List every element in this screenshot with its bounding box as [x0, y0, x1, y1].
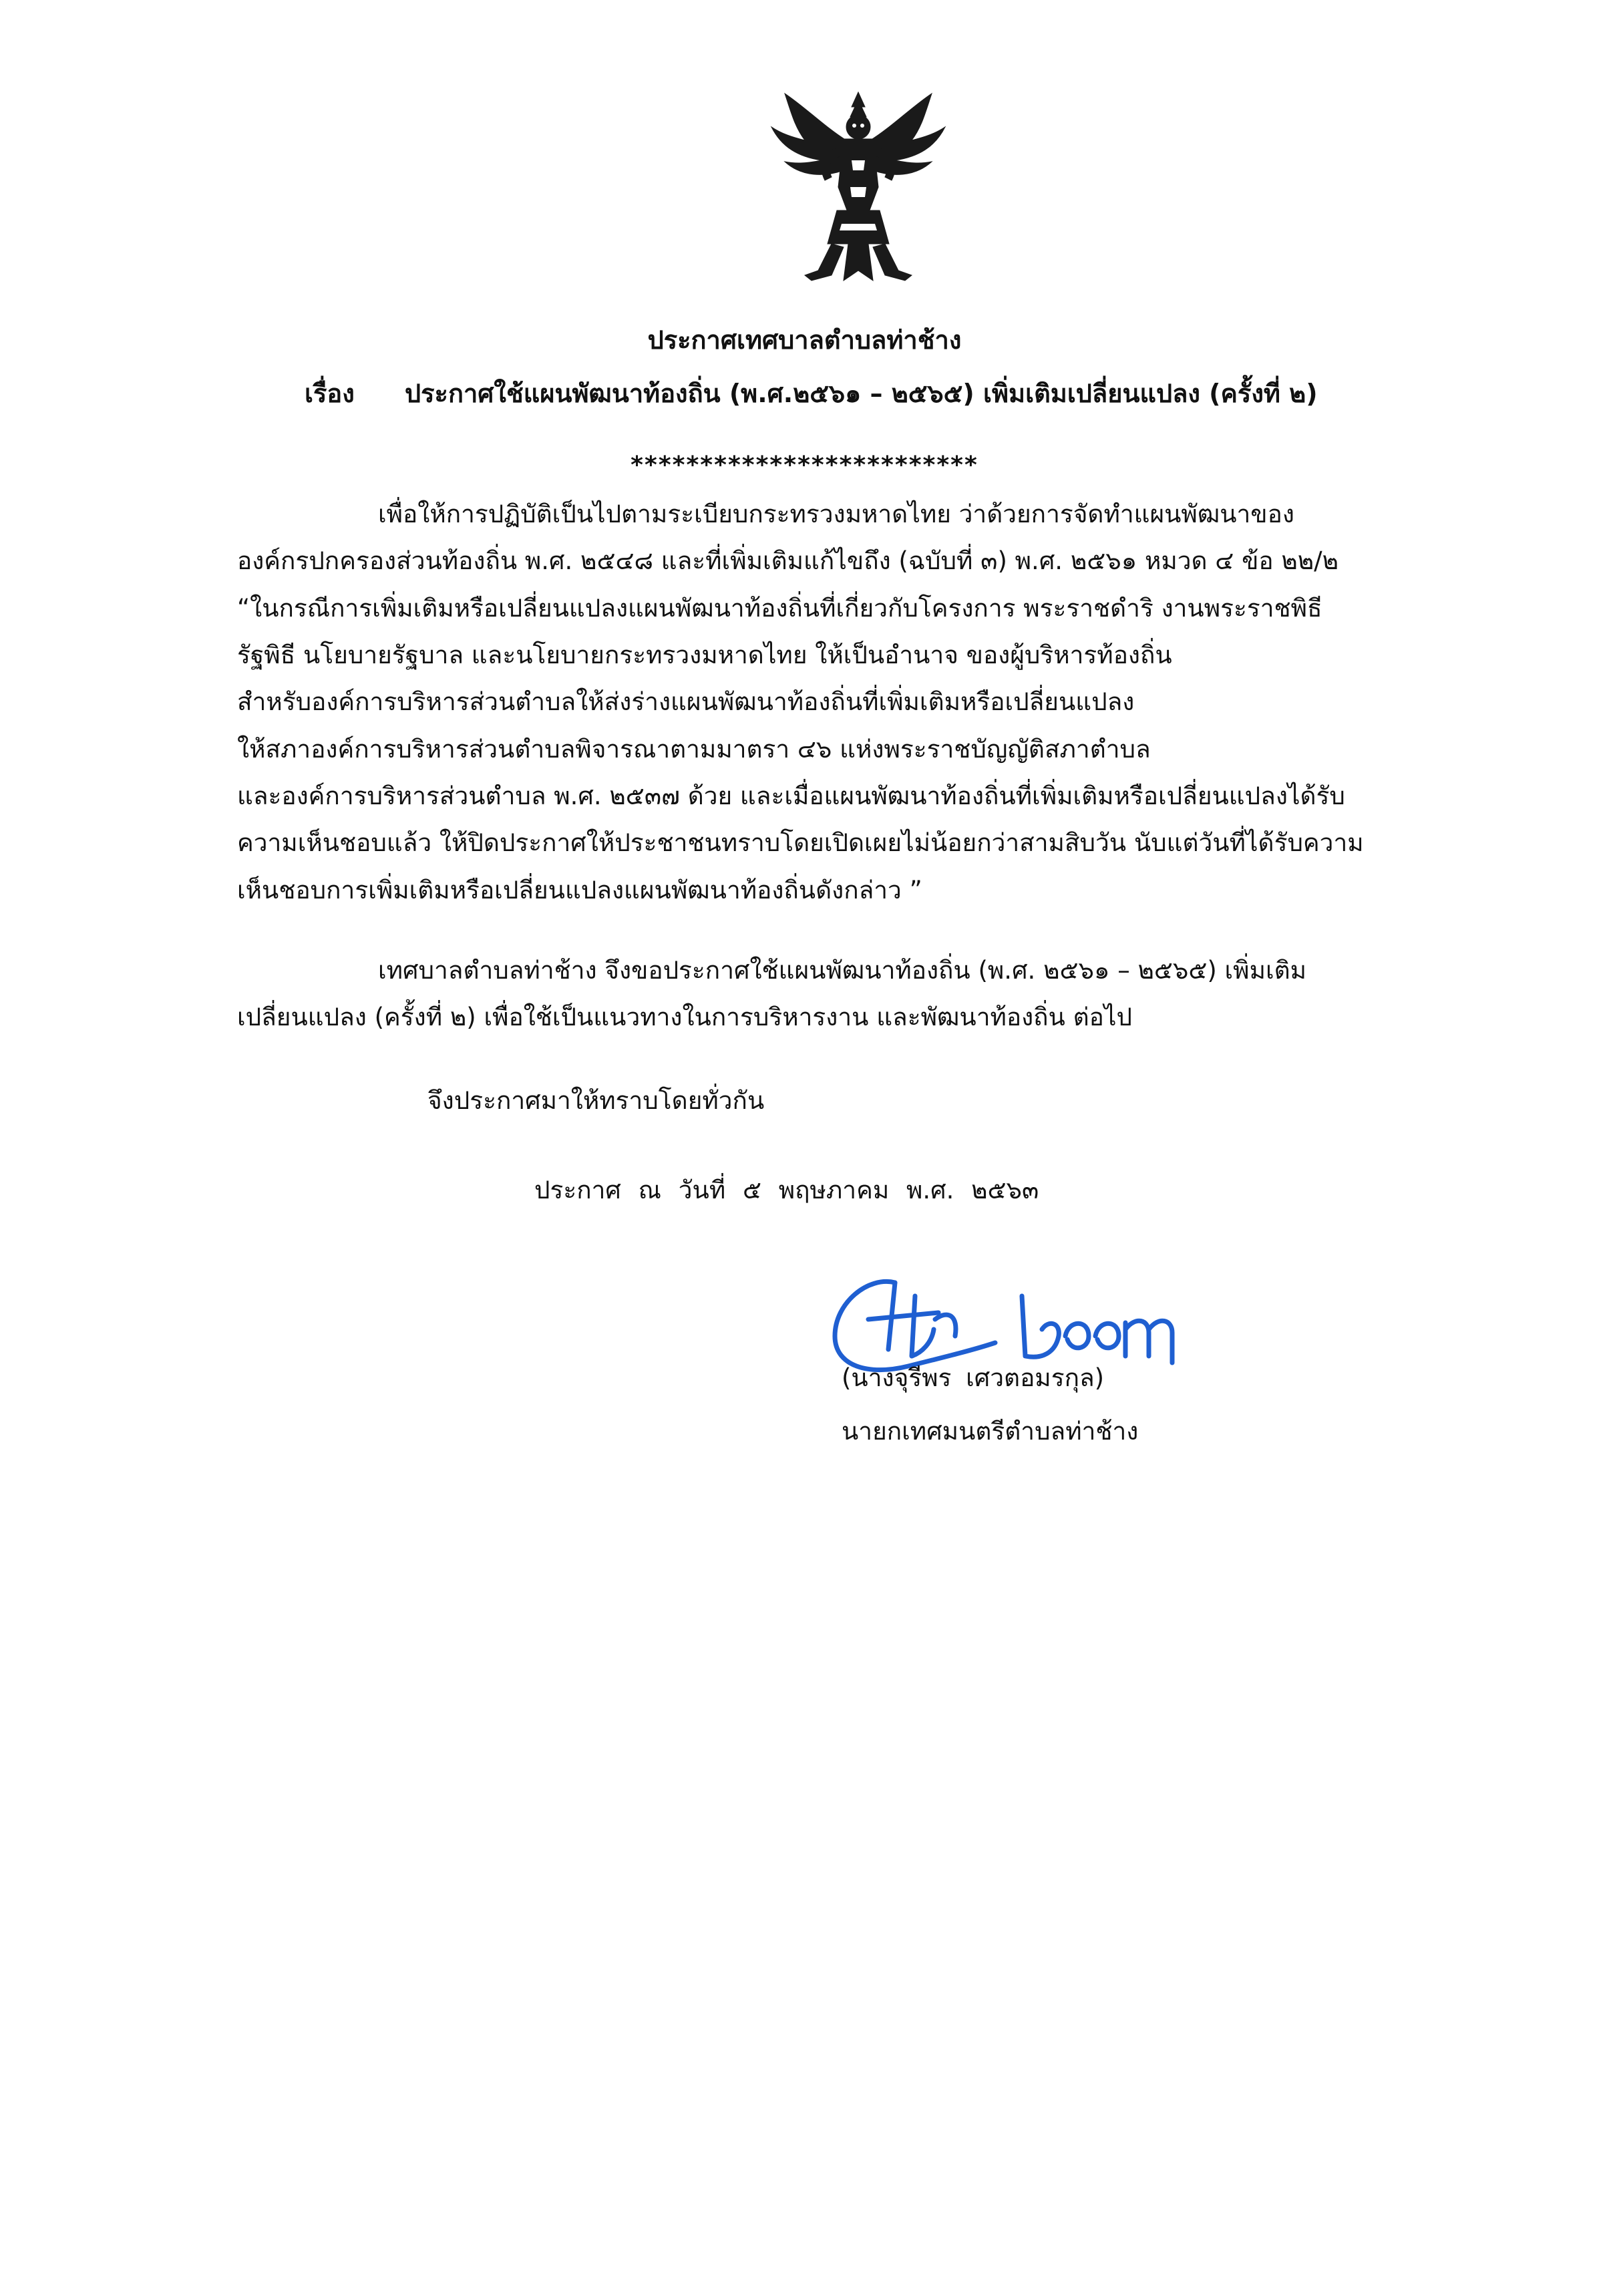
paragraph1-line: สำหรับองค์การบริหารส่วนตำบลให้ส่งร่างแผนพัฒนาท้องถิ่นที่เพิ่มเติมหรือเปลี่ยนแปลง — [237, 687, 1135, 716]
paragraph2-line: เปลี่ยนแปลง (ครั้งที่ ๒) เพื่อใช้เป็นแนวทางในการบริหารงาน และพัฒนาท้องถิ่น ต่อไป — [237, 1003, 1132, 1031]
separator-line: ************************* — [631, 452, 978, 479]
paragraph1-line: เพื่อให้การปฏิบัติเป็นไปตามระเบียบกระทรวงมหาดไทย ว่าด้วยการจัดทำแผนพัฒนาของ — [378, 500, 1294, 528]
subject-label: เรื่อง — [305, 379, 355, 408]
signer-position: นายกเทศมนตรีตำบลท่าช้าง — [842, 1417, 1139, 1446]
paragraph1-line: ความเห็นชอบแล้ว ให้ปิดประกาศให้ประชาชนทราบโดยเปิดเผยไม่น้อยกว่าสามสิบวัน นับแต่วันที่ได้รับความ — [237, 828, 1364, 857]
announcement-title: ประกาศเทศบาลตำบลท่าช้าง — [647, 325, 962, 355]
paragraph1-line: และองค์การบริหารส่วนตำบล พ.ศ. ๒๕๓๗ ด้วย และเมื่อแผนพัฒนาท้องถิ่นที่เพิ่มเติมหรือเปลี่ยนแปลงได้รับ — [237, 782, 1345, 810]
paragraph2-line: เทศบาลตำบลท่าช้าง จึงขอประกาศใช้แผนพัฒนาท้องถิ่น (พ.ศ. ๒๕๖๑ – ๒๕๖๕) เพิ่มเติม — [378, 956, 1307, 985]
paragraph1-line: “ในกรณีการเพิ่มเติมหรือเปลี่ยนแปลงแผนพัฒนาท้องถิ่นที่เกี่ยวกับโครงการ พระราชดำริ งานพระราชพิธี — [237, 594, 1322, 623]
paragraph1-line: องค์กรปกครองส่วนท้องถิ่น พ.ศ. ๒๕๔๘ และที่เพิ่มเติมแก้ไขถึง (ฉบับที่ ๓) พ.ศ. ๒๕๖๑ หมวด ๔ ข้อ ๒๒/๒ — [237, 546, 1338, 575]
paragraph1-line: รัฐพิธี นโยบายรัฐบาล และนโยบายกระทรวงมหาดไทย ให้เป็นอำนาจ ของผู้บริหารท้องถิ่น — [237, 641, 1172, 669]
garuda-emblem-icon — [758, 80, 958, 294]
closing-statement: จึงประกาศมาให้ทราบโดยทั่วกัน — [427, 1086, 765, 1115]
paragraph1-line: ให้สภาองค์การบริหารส่วนตำบลพิจารณาตามมาตรา ๔๖ แห่งพระราชบัญญัติสภาตำบล — [237, 735, 1151, 764]
subject-row — [305, 373, 1318, 414]
paragraph1-line: เห็นชอบการเพิ่มเติมหรือเปลี่ยนแปลงแผนพัฒนาท้องถิ่นดังกล่าว ” — [237, 876, 922, 905]
announcement-date: ประกาศ ณ วันที่ ๕ พฤษภาคม พ.ศ. ๒๕๖๓ — [534, 1176, 1039, 1204]
subject-text: ประกาศใช้แผนพัฒนาท้องถิ่น (พ.ศ.๒๕๖๑ – ๒๕๖๕) เพิ่มเติมเปลี่ยนแปลง (ครั้งที่ ๒) — [405, 379, 1318, 408]
signer-name: (นางจุรีพร เศวตอมรกุล) — [842, 1363, 1105, 1392]
